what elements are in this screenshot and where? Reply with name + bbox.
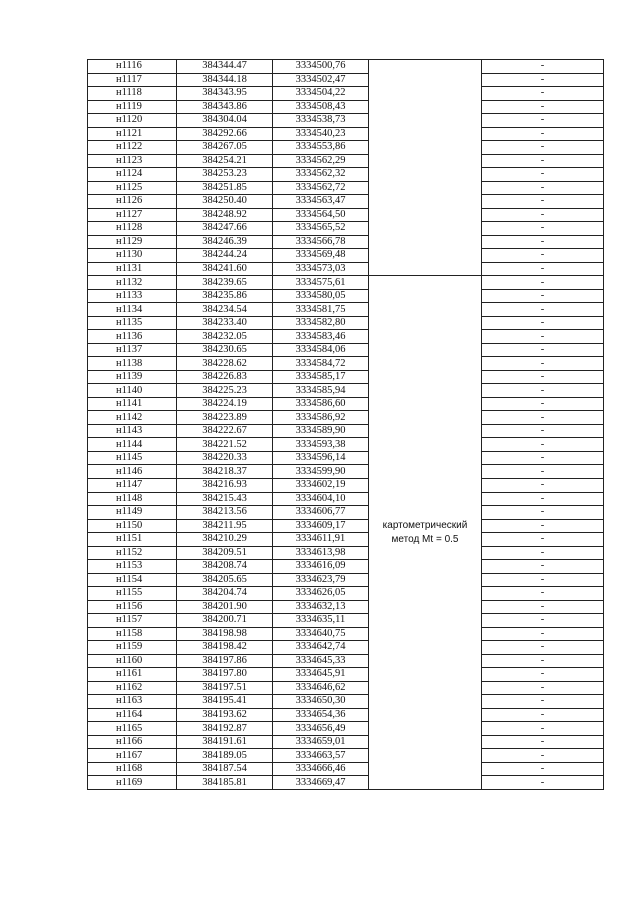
x-coordinate-cell: 384191.61 xyxy=(177,735,273,749)
point-id-cell: н1156 xyxy=(88,600,177,614)
table-row xyxy=(88,749,604,763)
table-row xyxy=(88,762,604,776)
y-coordinate-cell: 3334596,14 xyxy=(273,451,369,465)
note-cell: - xyxy=(482,235,604,249)
note-cell: - xyxy=(482,776,604,790)
y-coordinate-cell: 3334613,98 xyxy=(273,546,369,560)
table-row xyxy=(88,235,604,249)
table-row xyxy=(88,411,604,425)
x-coordinate-cell: 384220.33 xyxy=(177,451,273,465)
note-cell: - xyxy=(482,141,604,155)
note-cell: - xyxy=(482,411,604,425)
x-coordinate-cell: 384216.93 xyxy=(177,478,273,492)
x-coordinate-cell: 384248.92 xyxy=(177,208,273,222)
y-coordinate-cell: 3334640,75 xyxy=(273,627,369,641)
x-coordinate-cell: 384253.23 xyxy=(177,168,273,182)
x-coordinate-cell: 384344.47 xyxy=(177,60,273,74)
x-coordinate-cell: 384223.89 xyxy=(177,411,273,425)
x-coordinate-cell: 384254.21 xyxy=(177,154,273,168)
table-row xyxy=(88,303,604,317)
y-coordinate-cell: 3334669,47 xyxy=(273,776,369,790)
y-coordinate-cell: 3334586,92 xyxy=(273,411,369,425)
y-coordinate-cell: 3334602,19 xyxy=(273,478,369,492)
x-coordinate-cell: 384234.54 xyxy=(177,303,273,317)
y-coordinate-cell: 3334553,86 xyxy=(273,141,369,155)
point-id-cell: н1169 xyxy=(88,776,177,790)
table-row xyxy=(88,546,604,560)
note-cell: - xyxy=(482,735,604,749)
y-coordinate-cell: 3334562,29 xyxy=(273,154,369,168)
note-cell: - xyxy=(482,560,604,574)
point-id-cell: н1137 xyxy=(88,343,177,357)
note-cell: - xyxy=(482,519,604,533)
point-id-cell: н1140 xyxy=(88,384,177,398)
x-coordinate-cell: 384209.51 xyxy=(177,546,273,560)
y-coordinate-cell: 3334632,13 xyxy=(273,600,369,614)
table-row xyxy=(88,627,604,641)
note-cell: - xyxy=(482,695,604,709)
note-cell: - xyxy=(482,654,604,668)
x-coordinate-cell: 384343.86 xyxy=(177,100,273,114)
table-row xyxy=(88,73,604,87)
y-coordinate-cell: 3334582,80 xyxy=(273,316,369,330)
point-id-cell: н1165 xyxy=(88,722,177,736)
point-id-cell: н1168 xyxy=(88,762,177,776)
table-row xyxy=(88,478,604,492)
point-id-cell: н1119 xyxy=(88,100,177,114)
table-row xyxy=(88,573,604,587)
note-cell: - xyxy=(482,546,604,560)
table-row xyxy=(88,181,604,195)
table-row xyxy=(88,60,604,74)
x-coordinate-cell: 384192.87 xyxy=(177,722,273,736)
y-coordinate-cell: 3334569,48 xyxy=(273,249,369,263)
x-coordinate-cell: 384292.66 xyxy=(177,127,273,141)
table-row xyxy=(88,100,604,114)
x-coordinate-cell: 384198.98 xyxy=(177,627,273,641)
x-coordinate-cell: 384244.24 xyxy=(177,249,273,263)
table-row xyxy=(88,316,604,330)
table-row xyxy=(88,451,604,465)
y-coordinate-cell: 3334609,17 xyxy=(273,519,369,533)
y-coordinate-cell: 3334654,36 xyxy=(273,708,369,722)
note-cell: - xyxy=(482,397,604,411)
note-cell: - xyxy=(482,222,604,236)
y-coordinate-cell: 3334562,72 xyxy=(273,181,369,195)
note-cell: - xyxy=(482,641,604,655)
table-row xyxy=(88,289,604,303)
table-row xyxy=(88,708,604,722)
point-id-cell: н1143 xyxy=(88,424,177,438)
point-id-cell: н1128 xyxy=(88,222,177,236)
point-id-cell: н1124 xyxy=(88,168,177,182)
y-coordinate-cell: 3334611,91 xyxy=(273,533,369,547)
y-coordinate-cell: 3334502,47 xyxy=(273,73,369,87)
x-coordinate-cell: 384221.52 xyxy=(177,438,273,452)
y-coordinate-cell: 3334540,23 xyxy=(273,127,369,141)
y-coordinate-cell: 3334562,32 xyxy=(273,168,369,182)
table-row xyxy=(88,168,604,182)
x-coordinate-cell: 384185.81 xyxy=(177,776,273,790)
table-row xyxy=(88,587,604,601)
y-coordinate-cell: 3334585,17 xyxy=(273,370,369,384)
point-id-cell: н1127 xyxy=(88,208,177,222)
point-id-cell: н1146 xyxy=(88,465,177,479)
x-coordinate-cell: 384232.05 xyxy=(177,330,273,344)
note-cell: - xyxy=(482,343,604,357)
point-id-cell: н1149 xyxy=(88,506,177,520)
x-coordinate-cell: 384200.71 xyxy=(177,614,273,628)
y-coordinate-cell: 3334500,76 xyxy=(273,60,369,74)
x-coordinate-cell: 384230.65 xyxy=(177,343,273,357)
table-row xyxy=(88,384,604,398)
y-coordinate-cell: 3334616,09 xyxy=(273,560,369,574)
x-coordinate-cell: 384343.95 xyxy=(177,87,273,101)
note-cell: - xyxy=(482,100,604,114)
x-coordinate-cell: 384224.19 xyxy=(177,397,273,411)
y-coordinate-cell: 3334504,22 xyxy=(273,87,369,101)
x-coordinate-cell: 384304.04 xyxy=(177,114,273,128)
point-id-cell: н1135 xyxy=(88,316,177,330)
point-id-cell: н1144 xyxy=(88,438,177,452)
point-id-cell: н1129 xyxy=(88,235,177,249)
method-cell: картометрический метод Mt = 0.5 xyxy=(369,276,482,790)
table-row xyxy=(88,681,604,695)
table-row xyxy=(88,141,604,155)
y-coordinate-cell: 3334666,46 xyxy=(273,762,369,776)
table-row xyxy=(88,641,604,655)
point-id-cell: н1133 xyxy=(88,289,177,303)
x-coordinate-cell: 384187.54 xyxy=(177,762,273,776)
y-coordinate-cell: 3334580,05 xyxy=(273,289,369,303)
x-coordinate-cell: 384235.86 xyxy=(177,289,273,303)
x-coordinate-cell: 384195.41 xyxy=(177,695,273,709)
y-coordinate-cell: 3334626,05 xyxy=(273,587,369,601)
note-cell: - xyxy=(482,114,604,128)
point-id-cell: н1155 xyxy=(88,587,177,601)
point-id-cell: н1138 xyxy=(88,357,177,371)
x-coordinate-cell: 384239.65 xyxy=(177,276,273,290)
x-coordinate-cell: 384344.18 xyxy=(177,73,273,87)
x-coordinate-cell: 384251.85 xyxy=(177,181,273,195)
table-row xyxy=(88,695,604,709)
point-id-cell: н1158 xyxy=(88,627,177,641)
point-id-cell: н1139 xyxy=(88,370,177,384)
y-coordinate-cell: 3334646,62 xyxy=(273,681,369,695)
point-id-cell: н1136 xyxy=(88,330,177,344)
y-coordinate-cell: 3334563,47 xyxy=(273,195,369,209)
point-id-cell: н1163 xyxy=(88,695,177,709)
table-row xyxy=(88,262,604,276)
point-id-cell: н1126 xyxy=(88,195,177,209)
table-row xyxy=(88,222,604,236)
point-id-cell: н1167 xyxy=(88,749,177,763)
x-coordinate-cell: 384213.56 xyxy=(177,506,273,520)
table-row xyxy=(88,560,604,574)
x-coordinate-cell: 384197.51 xyxy=(177,681,273,695)
note-cell: - xyxy=(482,533,604,547)
note-cell: - xyxy=(482,195,604,209)
point-id-cell: н1122 xyxy=(88,141,177,155)
point-id-cell: н1117 xyxy=(88,73,177,87)
table-row xyxy=(88,424,604,438)
table-row xyxy=(88,614,604,628)
x-coordinate-cell: 384228.62 xyxy=(177,357,273,371)
note-cell: - xyxy=(482,168,604,182)
note-cell: - xyxy=(482,73,604,87)
note-cell: - xyxy=(482,465,604,479)
method-cell-upper xyxy=(369,60,482,276)
point-id-cell: н1160 xyxy=(88,654,177,668)
x-coordinate-cell: 384197.80 xyxy=(177,668,273,682)
y-coordinate-cell: 3334573,03 xyxy=(273,262,369,276)
table-row xyxy=(88,600,604,614)
table-row xyxy=(88,519,604,533)
coordinates-table-body xyxy=(88,60,604,790)
x-coordinate-cell: 384222.67 xyxy=(177,424,273,438)
y-coordinate-cell: 3334585,94 xyxy=(273,384,369,398)
point-id-cell: н1125 xyxy=(88,181,177,195)
point-id-cell: н1141 xyxy=(88,397,177,411)
point-id-cell: н1118 xyxy=(88,87,177,101)
x-coordinate-cell: 384233.40 xyxy=(177,316,273,330)
note-cell: - xyxy=(482,708,604,722)
table-row xyxy=(88,722,604,736)
note-cell: - xyxy=(482,330,604,344)
y-coordinate-cell: 3334623,79 xyxy=(273,573,369,587)
note-cell: - xyxy=(482,506,604,520)
y-coordinate-cell: 3334599,90 xyxy=(273,465,369,479)
point-id-cell: н1150 xyxy=(88,519,177,533)
note-cell: - xyxy=(482,303,604,317)
note-cell: - xyxy=(482,181,604,195)
note-cell: - xyxy=(482,60,604,74)
x-coordinate-cell: 384250.40 xyxy=(177,195,273,209)
note-cell: - xyxy=(482,127,604,141)
point-id-cell: н1116 xyxy=(88,60,177,74)
note-cell: - xyxy=(482,370,604,384)
y-coordinate-cell: 3334606,77 xyxy=(273,506,369,520)
y-coordinate-cell: 3334566,78 xyxy=(273,235,369,249)
x-coordinate-cell: 384208.74 xyxy=(177,560,273,574)
x-coordinate-cell: 384204.74 xyxy=(177,587,273,601)
x-coordinate-cell: 384193.62 xyxy=(177,708,273,722)
note-cell: - xyxy=(482,384,604,398)
point-id-cell: н1151 xyxy=(88,533,177,547)
note-cell: - xyxy=(482,87,604,101)
note-cell: - xyxy=(482,681,604,695)
x-coordinate-cell: 384215.43 xyxy=(177,492,273,506)
point-id-cell: н1154 xyxy=(88,573,177,587)
point-id-cell: н1132 xyxy=(88,276,177,290)
table-row xyxy=(88,506,604,520)
y-coordinate-cell: 3334663,57 xyxy=(273,749,369,763)
note-cell: - xyxy=(482,573,604,587)
y-coordinate-cell: 3334565,52 xyxy=(273,222,369,236)
table-row xyxy=(88,533,604,547)
x-coordinate-cell: 384205.65 xyxy=(177,573,273,587)
table-row xyxy=(88,668,604,682)
note-cell: - xyxy=(482,749,604,763)
note-cell: - xyxy=(482,587,604,601)
x-coordinate-cell: 384210.29 xyxy=(177,533,273,547)
y-coordinate-cell: 3334659,01 xyxy=(273,735,369,749)
note-cell: - xyxy=(482,614,604,628)
y-coordinate-cell: 3334584,06 xyxy=(273,343,369,357)
point-id-cell: н1164 xyxy=(88,708,177,722)
note-cell: - xyxy=(482,262,604,276)
point-id-cell: н1121 xyxy=(88,127,177,141)
note-cell: - xyxy=(482,276,604,290)
note-cell: - xyxy=(482,316,604,330)
point-id-cell: н1157 xyxy=(88,614,177,628)
x-coordinate-cell: 384267.05 xyxy=(177,141,273,155)
table-row xyxy=(88,154,604,168)
point-id-cell: н1159 xyxy=(88,641,177,655)
table-row xyxy=(88,397,604,411)
y-coordinate-cell: 3334581,75 xyxy=(273,303,369,317)
note-cell: - xyxy=(482,289,604,303)
note-cell: - xyxy=(482,424,604,438)
point-id-cell: н1147 xyxy=(88,478,177,492)
table-row xyxy=(88,776,604,790)
y-coordinate-cell: 3334635,11 xyxy=(273,614,369,628)
point-id-cell: н1131 xyxy=(88,262,177,276)
table-row xyxy=(88,114,604,128)
x-coordinate-cell: 384197.86 xyxy=(177,654,273,668)
table-row xyxy=(88,492,604,506)
y-coordinate-cell: 3334575,61 xyxy=(273,276,369,290)
point-id-cell: н1142 xyxy=(88,411,177,425)
y-coordinate-cell: 3334584,72 xyxy=(273,357,369,371)
x-coordinate-cell: 384246.39 xyxy=(177,235,273,249)
point-id-cell: н1152 xyxy=(88,546,177,560)
table-row xyxy=(88,654,604,668)
point-id-cell: н1123 xyxy=(88,154,177,168)
y-coordinate-cell: 3334650,30 xyxy=(273,695,369,709)
point-id-cell: н1153 xyxy=(88,560,177,574)
note-cell: - xyxy=(482,154,604,168)
y-coordinate-cell: 3334604,10 xyxy=(273,492,369,506)
note-cell: - xyxy=(482,451,604,465)
y-coordinate-cell: 3334645,91 xyxy=(273,668,369,682)
coordinates-table xyxy=(87,59,604,790)
y-coordinate-cell: 3334508,43 xyxy=(273,100,369,114)
note-cell: - xyxy=(482,627,604,641)
note-cell: - xyxy=(482,668,604,682)
y-coordinate-cell: 3334645,33 xyxy=(273,654,369,668)
table-row xyxy=(88,249,604,263)
y-coordinate-cell: 3334589,90 xyxy=(273,424,369,438)
x-coordinate-cell: 384189.05 xyxy=(177,749,273,763)
y-coordinate-cell: 3334538,73 xyxy=(273,114,369,128)
x-coordinate-cell: 384201.90 xyxy=(177,600,273,614)
table-row xyxy=(88,438,604,452)
table-row xyxy=(88,465,604,479)
table-row xyxy=(88,343,604,357)
note-cell: - xyxy=(482,249,604,263)
point-id-cell: н1134 xyxy=(88,303,177,317)
x-coordinate-cell: 384198.42 xyxy=(177,641,273,655)
x-coordinate-cell: 384226.83 xyxy=(177,370,273,384)
y-coordinate-cell: 3334586,60 xyxy=(273,397,369,411)
x-coordinate-cell: 384241.60 xyxy=(177,262,273,276)
table-row xyxy=(88,127,604,141)
table-row xyxy=(88,276,604,290)
table-row xyxy=(88,330,604,344)
x-coordinate-cell: 384211.95 xyxy=(177,519,273,533)
table-row xyxy=(88,195,604,209)
point-id-cell: н1161 xyxy=(88,668,177,682)
note-cell: - xyxy=(482,492,604,506)
point-id-cell: н1130 xyxy=(88,249,177,263)
point-id-cell: н1145 xyxy=(88,451,177,465)
point-id-cell: н1162 xyxy=(88,681,177,695)
table-row xyxy=(88,357,604,371)
y-coordinate-cell: 3334583,46 xyxy=(273,330,369,344)
y-coordinate-cell: 3334642,74 xyxy=(273,641,369,655)
note-cell: - xyxy=(482,478,604,492)
x-coordinate-cell: 384225.23 xyxy=(177,384,273,398)
table-row xyxy=(88,87,604,101)
y-coordinate-cell: 3334656,49 xyxy=(273,722,369,736)
table-row xyxy=(88,208,604,222)
x-coordinate-cell: 384218.37 xyxy=(177,465,273,479)
note-cell: - xyxy=(482,722,604,736)
note-cell: - xyxy=(482,438,604,452)
note-cell: - xyxy=(482,357,604,371)
x-coordinate-cell: 384247.66 xyxy=(177,222,273,236)
y-coordinate-cell: 3334564,50 xyxy=(273,208,369,222)
point-id-cell: н1148 xyxy=(88,492,177,506)
point-id-cell: н1166 xyxy=(88,735,177,749)
note-cell: - xyxy=(482,762,604,776)
point-id-cell: н1120 xyxy=(88,114,177,128)
y-coordinate-cell: 3334593,38 xyxy=(273,438,369,452)
table-row xyxy=(88,370,604,384)
note-cell: - xyxy=(482,208,604,222)
table-row xyxy=(88,735,604,749)
note-cell: - xyxy=(482,600,604,614)
